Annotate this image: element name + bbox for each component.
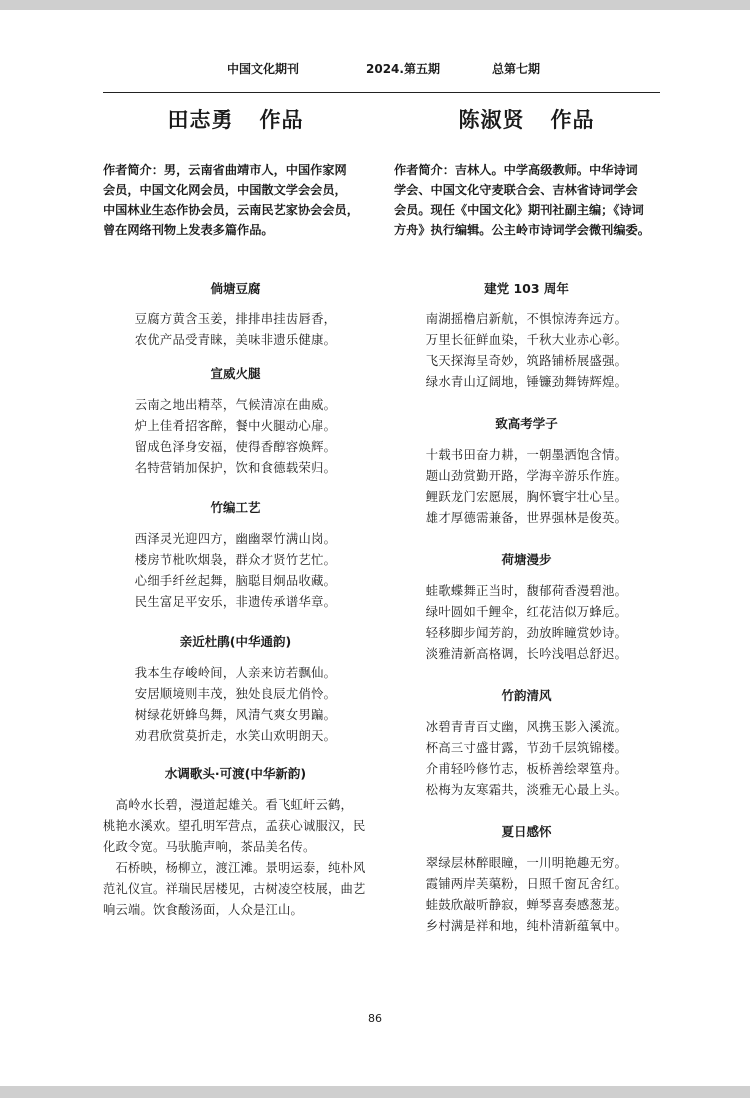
poem-line: 我本生存峻岭间，人亲来访若飘仙。 (134, 666, 337, 680)
bio-line: 作者简介：吉林人。中学高级教师。中华诗词 (394, 163, 638, 177)
poem-body (103, 529, 368, 613)
bio-line: 会员，中国文化网会员，中国散文学会会员， (103, 183, 347, 197)
prose-line: 高岭水长碧，漫道起雄关。看飞虹屽云鹤， (103, 798, 353, 812)
poem-line: 万里长征鲜血染，千秋大业赤心彰。 (425, 333, 628, 347)
poem-title: 建党 103 周年 (484, 281, 569, 296)
bottom-band (0, 1086, 750, 1098)
poem-line: 霞铺两岸芙蕖粉，日照千窗瓦舍红。 (425, 877, 628, 891)
total-issue: 总第七期 (492, 62, 541, 76)
poem-title: 致高考学子 (495, 416, 558, 431)
left-author-label: 作品 (259, 108, 304, 132)
poem-body (394, 445, 659, 529)
poem-line: 劝君欣赏莫折走，水笑山欢明朗天。 (134, 729, 337, 743)
poem-line: 楼房节枇吹烟袅，群众才贤竹艺忙。 (134, 553, 337, 567)
poem-line: 雄才厚德需兼备，世界强林是俊英。 (425, 511, 628, 525)
poem-title: 荷塘漫步 (501, 552, 552, 567)
prose-line: 石桥映，杨柳立，渡江滩。景明运泰，纯朴风 (103, 861, 366, 875)
poem-body (394, 581, 659, 665)
poem-line: 淡雅清新高格调，长吟浅唱总舒迟。 (425, 647, 628, 661)
poem-body (394, 309, 659, 393)
poem-line: 豆腐方黄含玉姜，排排串挂齿唇香， (134, 312, 337, 326)
poem-line: 云南之地出精萃，气候清凉在曲威。 (134, 398, 337, 412)
header-rule (103, 92, 660, 93)
poem-line: 蛙鼓欣敲听静寂，蝉琴喜奏感葱茏。 (425, 898, 628, 912)
poem-line: 树绿花妍蜂鸟舞，风清气爽女男蹁。 (134, 708, 337, 722)
poem-line: 十载书田奋力耕，一朝墨洒饱含情。 (425, 448, 628, 462)
poem-line: 炉上佳肴招客醉，餐中火腿动心扉。 (134, 419, 337, 433)
left-author-bio (103, 160, 368, 240)
poem-body (394, 717, 659, 801)
poem-line: 蛙歌蝶舞正当时，馥郁荷香漫碧池。 (425, 584, 628, 598)
poem-body (103, 663, 368, 747)
left-column (103, 100, 368, 921)
poem-line: 留成色泽身安福，使得香醇容焕辉。 (134, 440, 337, 454)
poem-line: 民生富足平安乐，非遗传承谱华章。 (134, 595, 337, 609)
prose-line: 响云端。饮食酸汤面，人众是江山。 (103, 903, 303, 917)
poem-body (103, 309, 368, 351)
poem-line: 松梅为友寒霜共，淡雅无心最上头。 (425, 783, 628, 797)
right-author-heading (394, 100, 659, 144)
right-author-name: 陈淑贤 (458, 108, 525, 132)
poem-line: 心细手纤丝起舞，脑聪目炯品收藏。 (134, 574, 337, 588)
poem-line: 杯高三寸盛甘露，节劲千层筑锦楼。 (425, 741, 628, 755)
poem-line: 题山劲赏勤开路，学海辛游乐作旌。 (425, 469, 628, 483)
poem-title: 夏日感怀 (501, 824, 552, 839)
bio-line: 作者简介：男，云南省曲靖市人，中国作家网 (103, 163, 347, 177)
left-author-heading (103, 100, 368, 144)
prose-line: 化政令宽。马驮脆声响，茶品美名传。 (103, 840, 316, 854)
poem-line: 飞天探海呈奇妙，筑路铺桥展盛强。 (425, 354, 628, 368)
poem-title: 竹韵清风 (501, 688, 552, 703)
poem-line: 冰碧青青百丈幽，风携玉影入溪流。 (425, 720, 628, 734)
poem-title: 竹编工艺 (210, 500, 261, 515)
poem-line: 名特营销加保护，饮和食德载荣归。 (134, 461, 337, 475)
issue-number: 2024.第五期 (366, 62, 440, 76)
poem-title: 水调歌头·可渡(中华新韵) (164, 766, 307, 781)
poem-line: 绿水青山辽阔地，锤镰劲舞铸辉煌。 (425, 375, 628, 389)
poem-body (103, 395, 368, 479)
poem-line: 轻移脚步闻芳韵，劲放眸瞳赏妙诗。 (425, 626, 628, 640)
bio-line: 学会、中国文化守麦联合会、吉林省诗词学会 (394, 183, 638, 197)
poem-line: 西泽灵光迎四方，幽幽翠竹满山岗。 (134, 532, 337, 546)
poem-title: 倘塘豆腐 (210, 281, 261, 296)
right-author-label: 作品 (550, 108, 595, 132)
poem-line: 介甫轻吟修竹志，板桥善绘翠篁舟。 (425, 762, 628, 776)
bio-line: 方舟》执行编辑。公主岭市诗词学会微刊编委。 (394, 223, 650, 237)
bio-line: 中国林业生态作协会员，云南民艺家协会会员， (103, 203, 359, 217)
journal-name: 中国文化期刊 (227, 62, 300, 76)
right-column (394, 100, 659, 937)
page-header (0, 60, 750, 80)
right-author-bio (394, 160, 659, 240)
poem-title: 亲近杜鹃(中华通韵) (179, 634, 292, 649)
top-band (0, 0, 750, 10)
poem-line: 农优产品受青睐，美味非遗乐健康。 (134, 333, 337, 347)
left-author-name: 田志勇 (167, 108, 234, 132)
poem-title: 宣威火腿 (210, 366, 261, 381)
prose-line: 范礼仪宣。祥瑞民居楼见，古树凌空枝展，曲艺 (103, 882, 366, 896)
poem-line: 乡村满是祥和地，纯朴清新蕴氧中。 (425, 919, 628, 933)
bio-line: 曾在网络刊物上发表多篇作品。 (103, 223, 274, 237)
poem-line: 鲤跃龙门宏愿展，胸怀寰宇壮心呈。 (425, 490, 628, 504)
page-number: 86 (368, 1012, 382, 1025)
poem-line: 绿叶圆如千鲤伞，红花洁似万蜂卮。 (425, 605, 628, 619)
poem-line: 安居顺境则丰茂，独处良辰尤俏怜。 (134, 687, 337, 701)
prose-line: 桃艳水溪欢。望孔明军营点，孟获心诚服汉，民 (103, 819, 366, 833)
poem-body (394, 853, 659, 937)
bio-line: 会员。现任《中国文化》期刊社副主编；《诗词 (394, 203, 644, 217)
poem-line: 翠绿层林醉眼瞳，一川明艳趣无穷。 (425, 856, 628, 870)
poem-line: 南湖摇橹启新航，不惧惊涛奔远方。 (425, 312, 628, 326)
prose-poem-body (103, 795, 368, 921)
